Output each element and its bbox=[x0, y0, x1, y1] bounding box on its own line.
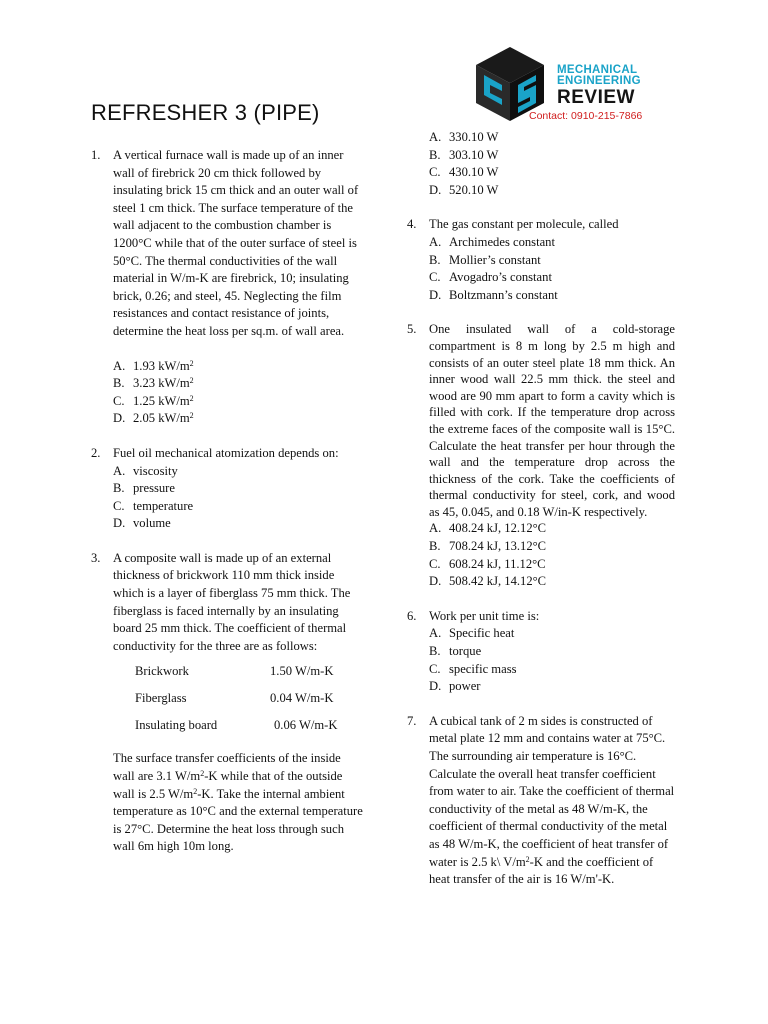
option: A. viscosity bbox=[113, 463, 178, 478]
question-7 bbox=[407, 713, 675, 889]
option: C. 430.10 W bbox=[429, 165, 499, 180]
option: B. torque bbox=[429, 644, 482, 659]
option: A. Specific heat bbox=[429, 626, 515, 641]
left-column bbox=[91, 147, 363, 856]
question-3 bbox=[91, 550, 363, 856]
options-list bbox=[429, 625, 675, 695]
option: C. Avogadro’s constant bbox=[429, 270, 552, 285]
option: D. 2.05 $kW/m^2$ bbox=[113, 411, 194, 426]
option: A. Archimedes constant bbox=[429, 234, 555, 249]
logo-text: MECHANICAL ENGINEERING bbox=[557, 64, 641, 87]
option: C. 608.24 kJ, 11.12°C bbox=[429, 556, 546, 571]
question-number: 7. bbox=[407, 713, 417, 728]
question-4 bbox=[407, 216, 675, 304]
question-text: One insulated wall of a cold-storage compartment is 8 m long by 2.5 m high and consists of an outer steel plate 18 mm thick. An inner wood wall 22.5 mm thick. the steel and wood are 90 mm apart to form a cavity which is filled with cork. If the temperature drop across the extreme faces of the composite wall is 15°C. Calculate the heat transfer per hour through the wall and the temperature drop across the thickness of the cork. Take the coefficients of thermal conductivity for steel, cork, and wood as 45, 0.045, and 0.18 W/in-K respectively. bbox=[429, 322, 675, 519]
question-text: Fuel oil mechanical atomization depends on: bbox=[113, 445, 339, 460]
option: D. 520.10 W bbox=[429, 182, 499, 197]
question-number: 4. bbox=[407, 217, 417, 232]
option: B. Mollier’s constant bbox=[429, 252, 541, 267]
logo-review-text: REVIEW bbox=[557, 87, 635, 108]
question-number: 2. bbox=[91, 445, 101, 460]
option: B. pressure bbox=[113, 481, 175, 496]
options-list bbox=[113, 358, 363, 428]
question-text: Work per unit time is: bbox=[429, 608, 540, 623]
question-number: 3. bbox=[91, 550, 101, 565]
option: B. 3.23 $kW/m^2$ bbox=[113, 376, 194, 391]
question-text: The gas constant per molecule, called bbox=[429, 217, 619, 232]
option: A. 1.93 $kW/m^2$ bbox=[113, 358, 194, 373]
table-row: Brickwork 1.50 W/m-K bbox=[135, 664, 334, 679]
options-list bbox=[113, 463, 363, 533]
question-number: 5. bbox=[407, 322, 417, 337]
question-number: 6. bbox=[407, 608, 417, 623]
option: C. temperature bbox=[113, 498, 194, 513]
contact-text: Contact: 0910-215-7866 bbox=[529, 110, 643, 122]
option: D. power bbox=[429, 679, 481, 694]
logo bbox=[474, 45, 646, 125]
options-list bbox=[429, 234, 675, 304]
question-1 bbox=[91, 147, 363, 428]
question-number: 1. bbox=[91, 148, 101, 162]
question-text: A vertical furnace wall is made up of an inner wall of firebrick 20 cm thick followed by insulating brick 15 cm thick and an outer wall of steel 1 cm thick. The surface temperature of the wall adjacent to the combustion chamber is 1200°C while that of the outer surface of steel is 50°C. The thermal conductivities of the wall material in W/m-K are firebrick, 10; insulating brick, 0.26; and steel, 45. Neglecting the film resistances and contact resistance of joints, determine the heat loss per sq.m. of wall area. bbox=[113, 148, 359, 338]
option: D. Boltzmann’s constant bbox=[429, 287, 558, 302]
option: B. 303.10 W bbox=[429, 147, 499, 162]
table-row: Fiberglass 0.04 W/m-K bbox=[135, 691, 334, 706]
option: C. 1.25 $kW/m^2$ bbox=[113, 393, 194, 408]
options-list bbox=[429, 520, 675, 590]
option: D. volume bbox=[113, 516, 171, 531]
table-row: Insulating board 0.06 W/m-K bbox=[135, 718, 338, 733]
question-2 bbox=[91, 445, 363, 533]
option: A. 330.10 W bbox=[429, 130, 499, 144]
question-5 bbox=[407, 321, 675, 591]
question-text: A composite wall is made up of an external thickness of brickwork 110 mm thick inside which is a layer of fiberglass 75 mm thick. The fiberglass is faced internally by an insulating board 25 mm thick. The coefficient of thermal conductivity for the three are as follows: bbox=[113, 550, 351, 653]
option: D. 508.42 kJ, 14.12°C bbox=[429, 574, 547, 589]
question-3-options bbox=[407, 129, 675, 199]
option: B. 708.24 kJ, 13.12°C bbox=[429, 539, 547, 554]
question-text: A cubical tank of 2 m sides is constructed of metal plate 12 mm and contains water at 75°C. The surrounding air temperature is 16°C. Calculate the overall heat transfer coefficient from water to air. Take the coefficient of thermal conductivity of the metal as 48 W/m-K, the coefficient of thermal conductivity of the metal as 48 W/m-K, the coefficient of heat transfer of water is 2.5 k\ $V/m^2-K$ and the coefficient of heat transfer of the air is 16 W/m'-K. bbox=[429, 713, 675, 887]
option: C. specific mass bbox=[429, 661, 517, 676]
right-column bbox=[407, 129, 675, 889]
option: A. 408.24 kJ, 12.12°C bbox=[429, 521, 547, 536]
question-6 bbox=[407, 608, 675, 696]
page-title: REFRESHER 3 (PIPE) bbox=[91, 100, 320, 125]
conductivity-table bbox=[113, 663, 363, 744]
question-text-continued: The surface transfer coefficients of the inside wall are 3.1 $W/m^2-K$ while that of the outside wall is 2.5 $W/m^2-K$. Take the internal ambient temperature as 10°C and the external temperature is 27°C. Determine the heat loss through such wall 6m high 10m long. bbox=[113, 751, 363, 854]
